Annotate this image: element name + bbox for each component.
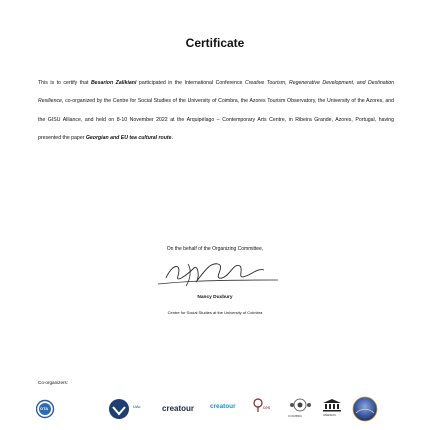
certificate-body [38, 74, 394, 148]
gisu-logo [352, 396, 378, 422]
signatory-affiliation: Centre for Social Studies at the University of Coimbra [167, 310, 263, 315]
ces-logo-text: ces [263, 405, 271, 410]
creatour-logo [162, 402, 204, 418]
creatour-azores-logo-text: creatour [210, 403, 236, 410]
unesco-logo [322, 398, 346, 420]
certificate-title: Certificate [185, 36, 245, 50]
creatour-azores-logo [210, 400, 246, 418]
ota-logo [36, 398, 66, 420]
ota-logo-text: OTA [40, 406, 49, 411]
uac-logo [108, 398, 156, 420]
coorganizer-logos [36, 396, 378, 422]
coimbra-logo-text: COIMBRA [288, 414, 303, 418]
unesco-logo-text: UNESCO [323, 413, 336, 417]
body-end: . [171, 135, 173, 142]
body-intro: This is to certify that [38, 80, 91, 86]
coimbra-logo [282, 397, 318, 421]
body-details: , co-organized by the Centre for Social Studies of the University of Coimbra, the Azores Tourism Observatory, the University of the Azores, and the GISU Alliance, and held on 8-10 November 2022 at the Arquipélago – Contemporary Arts Centre, in Ribeira Grande, Azores, Portugal, having presented the paper [38, 98, 394, 142]
signatory-name: Nancy Duxbury [197, 295, 233, 300]
coorganizers-label: Co-organizers: [38, 380, 69, 385]
creatour-logo-text: creatour [162, 404, 195, 413]
participant-name: Besarion Zalikiani [90, 80, 137, 86]
ces-logo [252, 398, 276, 420]
signature-image [148, 254, 288, 290]
conference-title: Creative Tourism, Regenerative Development, and Destination Resilience [38, 80, 395, 105]
uac-logo-text: UAc [133, 404, 141, 409]
behalf-line: On the behalf of the Organizing Committee, [166, 246, 264, 252]
paper-title: Georgian and EU tea cultural route [85, 135, 172, 142]
body-participated: participated in the International Conference [136, 80, 245, 86]
